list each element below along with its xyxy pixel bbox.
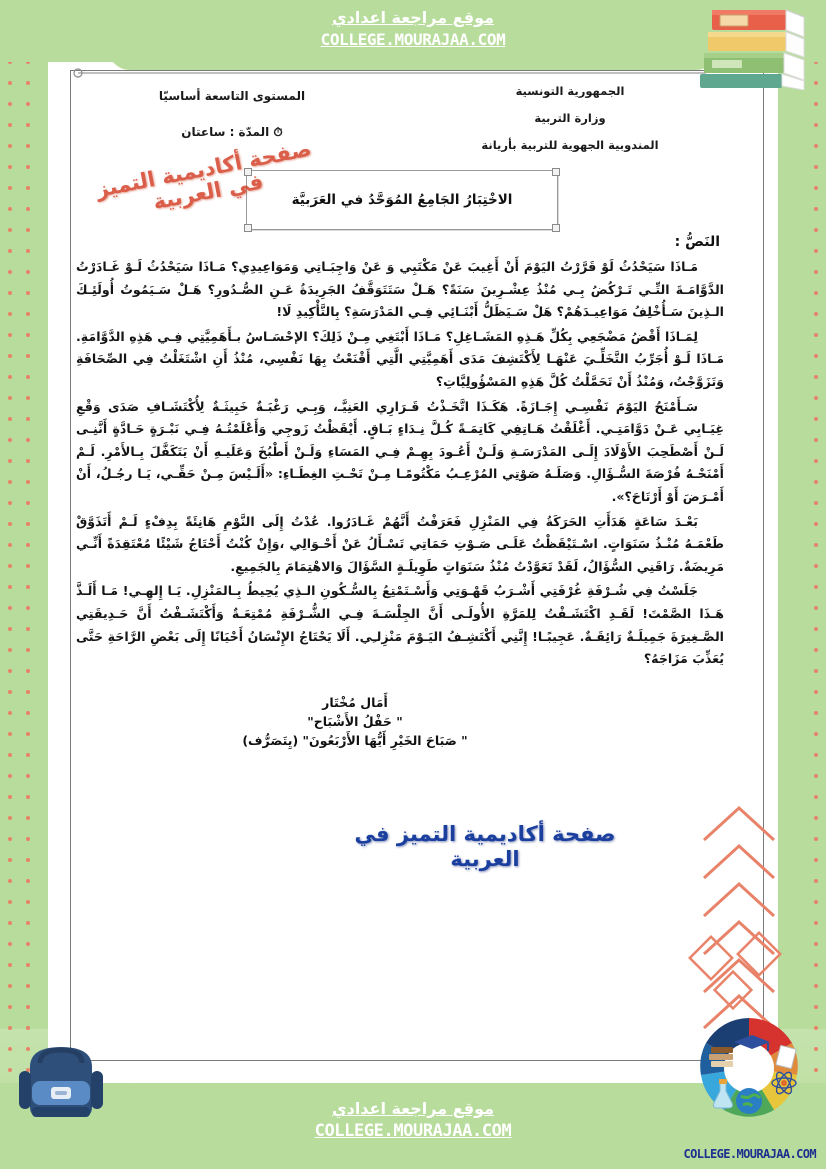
passage-paragraph: سَـأَمْنَحُ اليَوْمَ نَفْسِـي إِجَـازَةً. هَكَـذَا اتَّخَـذْتُ قَـرَارِي العَنِيَّـ، وَبِـي رَغْبَـةٌ خَبِيثَـةٌ لِأُكْتَشَـافِ صَدَى وَقْعِ غِيَـابِي عَـنْ دَوَّامَتِـي. أَغْلَقْتُ هَـاتِفِي كَاتِمَـةً كُـلَّ نِـدَاءٍ بَـاقٍ. أَيْقَظْتُ زَوجِي وَأَعْلَمْتُـهُ فِـي نَبْـرَةٍ حَـادَّةٍ أَنَّنِـى لَـنْ أَصْطَحِبَ الأَوْلَادَ إِلَـى المَدْرَسَـةِ وَلَـنْ أَعُـودَ بِهِـمْ فِـي المَسَاءِ وَلَـنْ أَطْبُخَ وَعَلَيـهِ أَنْ يَتَكَفَّلَ بِـالأَمْرِ. لَـمْ أَمْنَحْـهُ فُرْصَةَ السُّـؤَالِ. وَصَلَـهُ صَوْتِي المُرْعِـبُ مَكْتُومًـا مِـنْ تَحْـتِ الغِطَـاءِ: «أَلَـيْسَ مِـنْ حَقِّـي، يَـا رجُـلُ، أَنْ أَمْـرَضَ أَوْ أَرْتَاحَ؟». <box>76 398 724 504</box>
exam-meta-block <box>82 78 382 150</box>
dot-decoration-left2 <box>26 60 30 1135</box>
passage-paragraph: جَلَسْتُ فِي شُـرْفَةِ غُرْفَتِي أَشْـرَبُ قَهْـوَتِي وَأَسْـتَمْتِعُ بِالسُّـكُونِ الـذِي يُحِيطُ بِـالمَنْزِلِ. يَـا إِلهِـي! مَـا أَلَـذَّ هَـذَا الصَّمْتَ! لَقَـدِ اكْتَشَـفْتُ لِلمَرَّةِ الأُولَـى أَنَّ الجِلْسَـةَ فِـي الشُّـرْفَةِ مُمْتِعَـةٌ وَأَكْتَشَـفْتُ أَنَّ حَـدِيقَتِي الصَّـغِيرَةَ جَمِيلَـةٌ رَائِقَـةٌ. عَجِيبًـا! إِنَّنِي أَكْتَشِـفُ اليَـوْمَ مَنْزِلـِي. أَلَا يَحْتَاجُ الإِنْسَانُ أَحْيَانًا إِلَى بَعْضِ الرَّاحَةِ حَتَّى يُعَذِّبَ مَزَاجَهُ؟ <box>76 583 724 667</box>
resize-handle-icon <box>244 224 252 232</box>
site-url-header: COLLEGE.MOURAJAA.COM <box>320 30 506 49</box>
resize-handle-icon <box>244 168 252 176</box>
backpack-icon <box>6 1037 116 1125</box>
passage-paragraph: بَعْـدَ سَاعَةٍ هَدَأَتِ الحَرَكَةُ فِي المَنْزِلِ فَعَرَفْتُ أَنَّهُمْ غَـادَرُوا. عُدْتُ إِلَى النَّوْمِ هَانِئَةً بِدِفْءٍ لَـمْ أَتَذَوَّقْ طَعْمَـهُ مُنْـذُ سَنَوَاتٍ. اسْـتَيْقَظْتُ عَلَـى صَـوْتِ حَمَاتِي تَسْـأَلُ عَنْ أَحْـوَالِي ،وَإِنْ كُنْتُ أَحْتَاجُ شَيْئًا مُعْتَقِدَةً أَنِّـي مَرِيضَةٌ. رَاقَنِي السُّؤَالُ، لَقَدْ تَعَوَّدْتُ مُنْذُ سَنَوَاتٍ طَوِيلَـةٍ السَّؤَالَ وَالاهْتِمَامَ بِالجَمِيعِ. <box>76 513 724 574</box>
passage-paragraph: مَـاذَا سَيَحْدُثُ لَوْ قَرَّرْتُ اليَوْمَ أَنْ أَغِيبَ عَنْ مَكْتَبِي وَ عَنْ وَاجِبَـاتِي وَمَوَاعِيدِي؟ مَـاذَا سَيَحْدُثُ لَـوْ غَـادَرْتُ الدَّوَّامَـةَ التِّـي تَـرْكُضُ بِـي مُنْذُ عِشْـرِينَ سَنَةً؟ هَـلْ سَتَتَوَقَّفُ الجَرِيدَةُ عَـنِ الصُّـدُورِ؟ هَـلْ سَـيَمُوتُ أُولَئِـكَ الـذِينَ سَـأُخْلِفُ مَوَاعِيـدَهُمْ؟ هَلْ سَـيَظَلُّ أَبْنَـائِي فِـي المَدْرَسَةِ؟ بِالتَّأْكِيدِ لَا! <box>76 259 724 320</box>
header-notch <box>108 48 718 70</box>
education-wheel-icon <box>694 1013 804 1123</box>
work-title: " حَفْلُ الأَشْبَاح" <box>307 713 403 729</box>
section-label-text: النَصُّ : <box>674 234 720 250</box>
grade-level: المستوى التاسعة أساسيّا <box>158 89 306 103</box>
corner-site-url: COLLEGE.MOURAJAA.COM <box>683 1147 816 1161</box>
exam-title-box <box>246 170 558 230</box>
site-name-arabic-footer: موقع مراجعة اعدادي <box>331 1099 495 1118</box>
passage-paragraph: لِمَـاذَا أَقْضُ مَضْجَعِي بِكُلِّ هَـذِهِ المَشَـاغِلِ؟ مَـاذَا أَبْتَغِي مِـنْ ذَلِكَ؟ الإحْسَـاسُ بـأَهَمِيَّتِي فِـي هَذِهِ الدَّوَّامَةِ. مَـاذَا لَـوْ أُجَرِّبُ التَّخَلِّـيَ عَنْهَـا لِأَكْتَشِفَ مَدَى أَهَمِيَّتِي الَّتِي أَقْنَعْتُ بِهَا نَفْسِي، مُنْذُ أَنِ اشْتَغَلْتُ فِي الصِّحَافَةِ وَتَزَوَّجْتُ، وَمُنْذُ أَنْ تَحَمَّلْتُ كُلَّ هَذِهِ المَسْؤُولِيَّاتِ؟ <box>76 328 724 389</box>
exam-duration: ⏱ المدّة : ساعتان <box>181 125 283 139</box>
resize-handle-icon <box>552 224 560 232</box>
ministry-name: وزارة التربية <box>534 111 606 125</box>
resize-handle-icon <box>552 168 560 176</box>
stacked-books-icon <box>690 4 810 90</box>
document-header <box>70 70 730 160</box>
passage-attribution <box>70 693 730 750</box>
site-url-footer: COLLEGE.MOURAJAA.COM <box>314 1121 512 1141</box>
author-name: أَمَال مُخْتَار <box>322 694 388 710</box>
watermark-blue: صفحة أكاديمية التميز في العربية <box>354 822 616 871</box>
exam-title-text: الاخْتِبَارُ الجَامِعُ المُوَحَّدُ في العَرَبيَّة <box>291 192 513 208</box>
ministry-header-block <box>410 78 730 159</box>
site-name-arabic: موقع مراجعة اعدادي <box>331 8 495 27</box>
dot-decoration-left <box>8 60 12 1135</box>
watermark-red: صفحة أكاديمية التميز في العربية <box>94 136 314 215</box>
dot-decoration-right <box>814 60 818 1135</box>
country-name: الجمهورية التونسية <box>515 84 625 98</box>
regional-delegation: المندوبية الجهوية للتربية بأريانة <box>481 138 659 152</box>
reading-passage <box>76 256 724 671</box>
document-content <box>70 70 730 1050</box>
source-title: " صَبَاحَ الخَيْرِ أَيُّهَا الأَرْبَعُونَ" (يِتَصَرُّف) <box>242 732 468 748</box>
exam-title-area <box>70 166 730 232</box>
